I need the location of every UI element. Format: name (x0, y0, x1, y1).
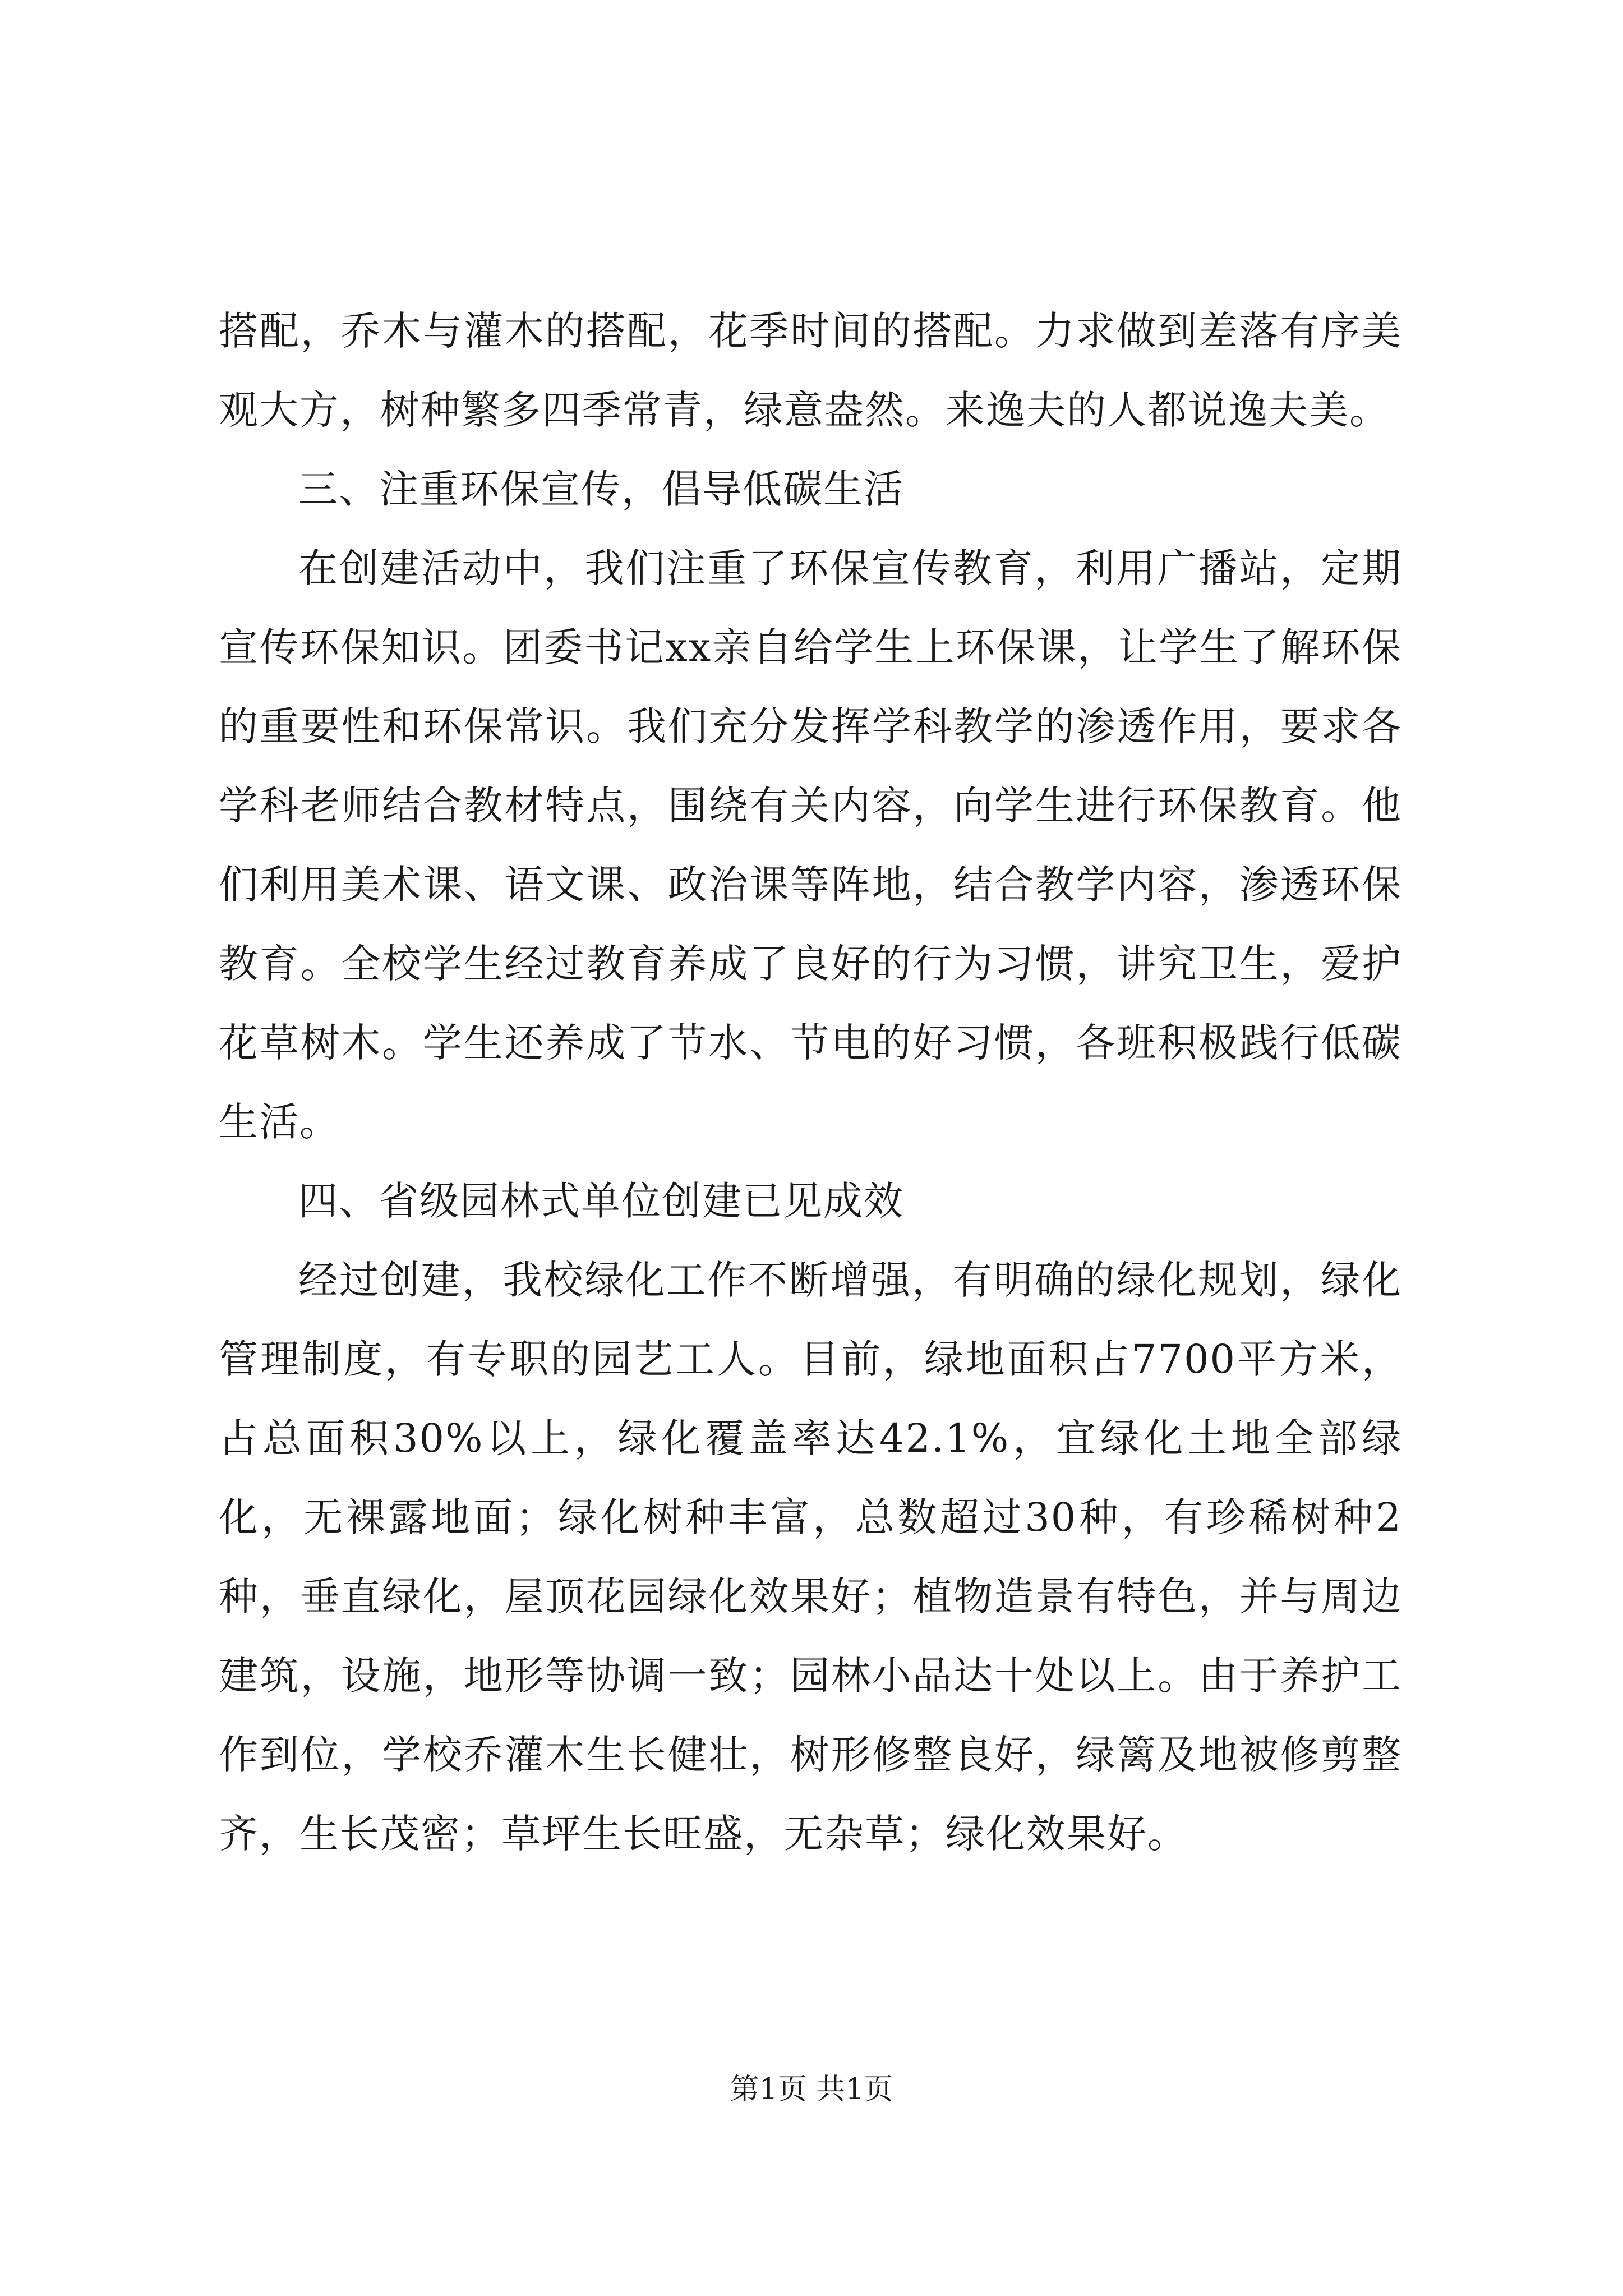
paragraph-environmental-education: 在创建活动中，我们注重了环保宣传教育，利用广播站，定期宣传环保知识。团委书记xx亲自给学生上环保课，让学生了解环保的重要性和环保常识。我们充分发挥学科教学的渗透作用，要求各学科老师结合教材特点，围绕有关内容，向学生进行环保教育。他们利用美术课、语文课、政治课等阵地，结合教学内容，渗透环保教育。全校学生经过教育养成了良好的行为习惯，讲究卫生，爱护花草树木。学生还养成了节水、节电的好习惯，各班积极践行低碳生活。 (219, 545, 1402, 1145)
paragraph-continuation: 搭配，乔木与灌木的搭配，花季时间的搭配。力求做到差落有序美观大方，树种繁多四季常青，绿意盎然。来逸夫的人都说逸夫美。 (219, 308, 1402, 433)
document-body (219, 292, 1402, 1874)
page-footer: 第1页 共1页 (730, 2073, 893, 2106)
section-heading-3: 三、注重环保宣传，倡导低碳生活 (298, 466, 904, 512)
section-heading-4: 四、省级园林式单位创建已见成效 (298, 1178, 904, 1224)
paragraph-greening-results: 经过创建，我校绿化工作不断增强，有明确的绿化规划，绿化管理制度，有专职的园艺工人。目前，绿地面积占7700平方米，占总面积30%以上，绿化覆盖率达42.1%，宜绿化土地全部绿化，无裸露地面；绿化树种丰富，总数超过30种，有珍稀树种2种，垂直绿化，屋顶花园绿化效果好；植物造景有特色，并与周边建筑，设施，地形等协调一致；园林小品达十处以上。由于养护工作到位，学校乔灌木生长健壮，树形修整良好，绿篱及地被修剪整齐，生长茂密；草坪生长旺盛，无杂草；绿化效果好。 (219, 1257, 1402, 1857)
